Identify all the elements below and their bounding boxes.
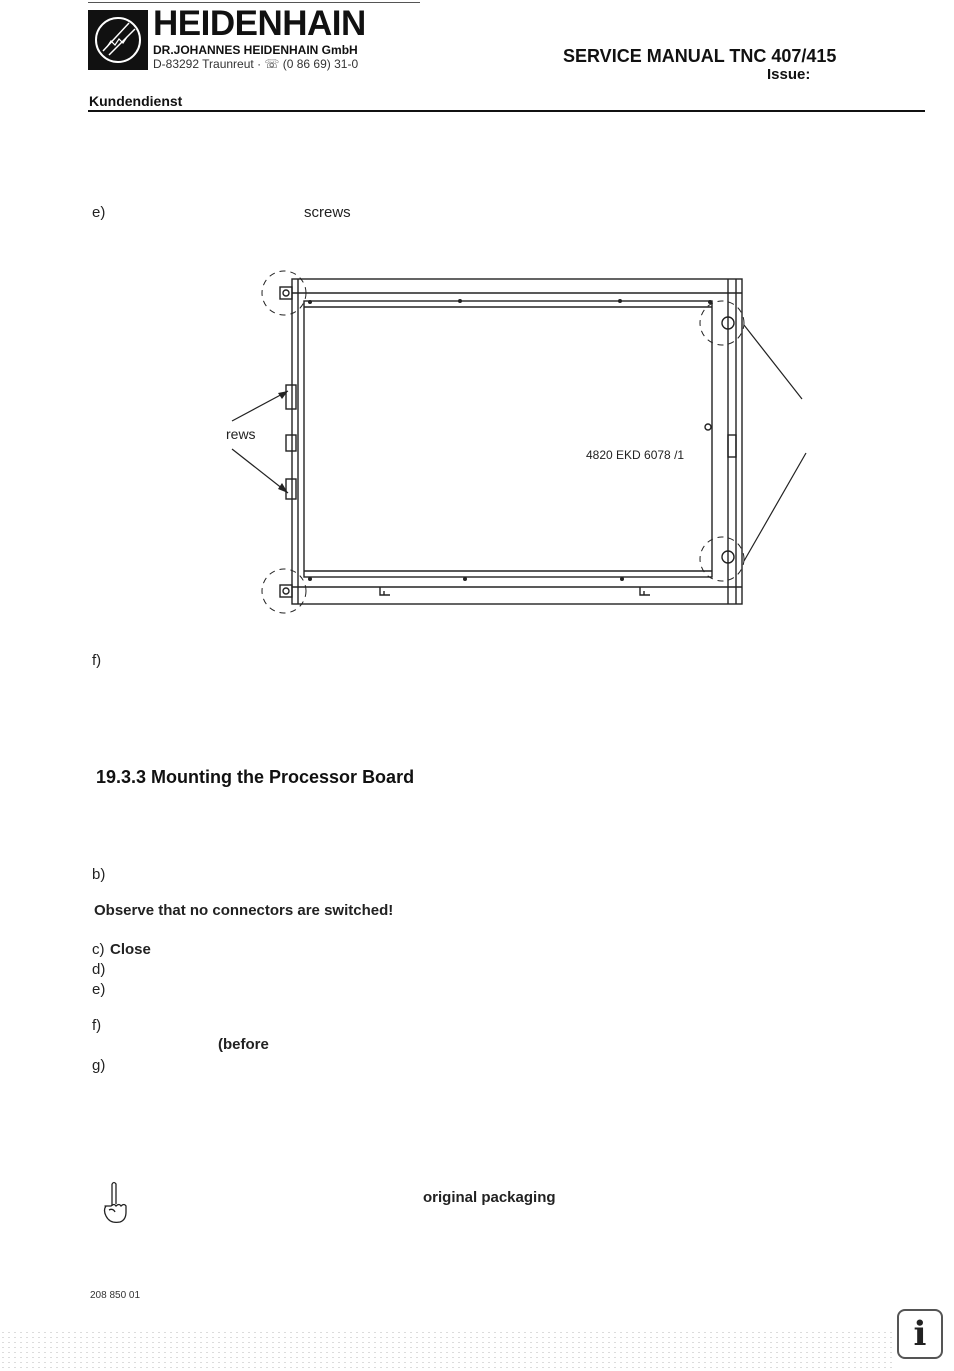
top-rule <box>88 2 420 3</box>
step-f2-word: (before <box>218 1036 269 1053</box>
step-e-marker: e) <box>92 204 106 221</box>
figure-part-number: 4820 EKD 6078 /1 <box>586 448 685 462</box>
board-drawing <box>220 265 820 625</box>
step-f2-marker: f) <box>92 1017 102 1034</box>
step-e-word: screws <box>304 204 351 221</box>
step-c-word: Close <box>110 941 151 958</box>
manual-title: SERVICE MANUAL TNC 407/415 <box>563 46 837 66</box>
step-f-marker: f) <box>92 652 102 669</box>
brand-name: HEIDENHAIN <box>153 4 366 43</box>
step-d-marker: d) <box>92 961 106 978</box>
pointing-hand-icon <box>100 1180 128 1226</box>
info-icon[interactable]: i <box>897 1309 943 1359</box>
heidenhain-logo-icon <box>88 10 148 70</box>
section-heading: 19.3.3 Mounting the Processor Board <box>96 767 415 787</box>
step-e2-marker: e) <box>92 981 106 998</box>
step-c-marker: c) <box>92 941 105 958</box>
department-label: Kundendienst <box>89 93 183 109</box>
note-text: original packaging <box>423 1189 556 1206</box>
company-name: DR.JOHANNES HEIDENHAIN GmbH <box>153 43 358 57</box>
company-address: D-83292 Traunreut · ☏ (0 86 69) 31-0 <box>153 57 359 71</box>
warning-text: Observe that no connectors are switched! <box>94 902 394 919</box>
scan-noise <box>0 1330 895 1371</box>
issue-label: Issue: <box>767 66 811 83</box>
document-number: 208 850 01 <box>90 1290 141 1301</box>
step-g-marker: g) <box>92 1057 106 1074</box>
header-rule <box>88 110 925 112</box>
figure-left-label: rews <box>226 426 256 442</box>
step-b-marker: b) <box>92 866 106 883</box>
